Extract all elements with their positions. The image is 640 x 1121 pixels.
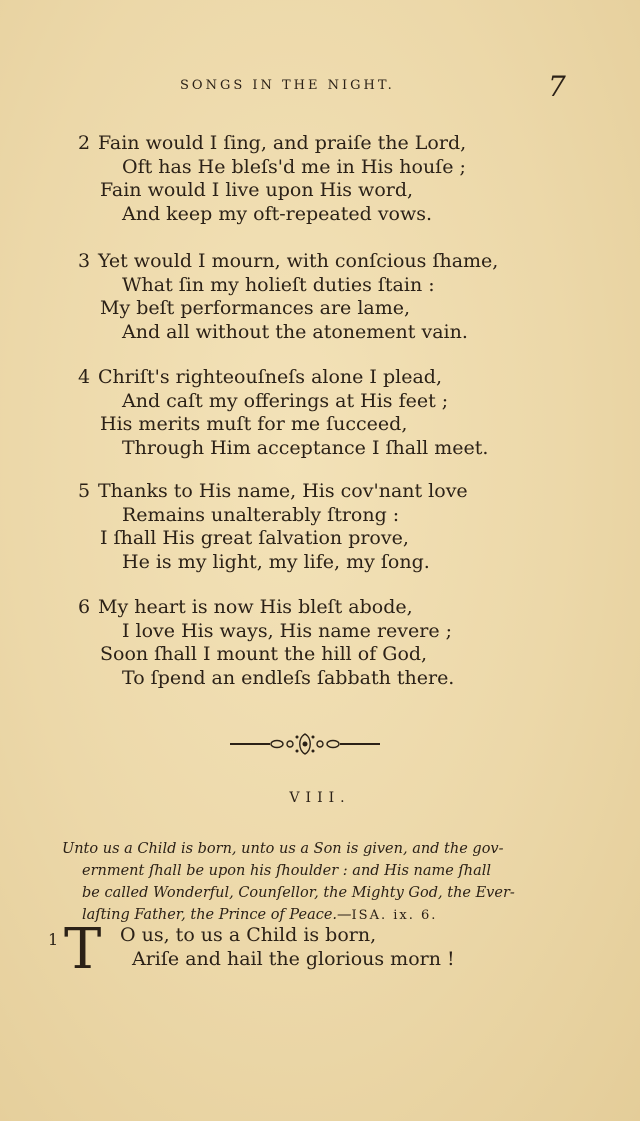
stanza xyxy=(78,132,598,226)
epigraph-line: Unto us a Child is born, unto us a Son is given, and the gov- xyxy=(62,841,504,857)
section-title: VIII. xyxy=(289,790,351,806)
stanza-line: I ſhall His great ſalvation prove, xyxy=(100,527,409,549)
stanza xyxy=(78,480,598,574)
stanza-line: To ſpend an endleſs ſabbath there. xyxy=(122,666,455,689)
stanza-line: My beſt performances are lame, xyxy=(100,297,411,319)
epigraph-line: ernment ſhall be upon his ſhoulder : and His name ſhall xyxy=(82,863,492,879)
verse-number: 1 xyxy=(48,930,59,949)
stanza-line: What ſin my holieſt duties ſtain : xyxy=(122,273,435,296)
stanza-line: Fain would I live upon His word, xyxy=(100,179,414,201)
scripture-reference: ISA. ix. 6. xyxy=(351,908,438,923)
stanza-number: 5 xyxy=(78,480,91,502)
drop-cap: T xyxy=(64,917,102,982)
epigraph-line: laſting Father, the Prince of Peace.—ISA. ix. 6. xyxy=(82,907,438,923)
stanza-line: And keep my oft-repeated vows. xyxy=(122,202,433,225)
stanza-line: Oft has He bleſs'd me in His houſe ; xyxy=(122,155,466,178)
stanza-line: 3 Yet would I mourn, with conſcious ſhame, xyxy=(78,250,499,272)
page-number: 7 xyxy=(548,70,566,103)
stanza-line: His merits muſt for me ſucceed, xyxy=(100,413,408,435)
hymn-line: O us, to us a Child is born, xyxy=(120,924,377,946)
stanza-line: Through Him acceptance I ſhall meet. xyxy=(122,436,489,459)
stanza xyxy=(78,250,598,344)
stanza-line: 4 Chriſt's righteouſneſs alone I plead, xyxy=(78,366,442,388)
epigraph xyxy=(62,838,562,927)
stanza-line: Remains unalterably ſtrong : xyxy=(122,503,400,526)
stanza xyxy=(78,366,598,460)
stanza-number: 3 xyxy=(78,250,91,272)
hymn-line: Ariſe and hail the glorious morn ! xyxy=(132,948,455,970)
stanza xyxy=(78,596,598,690)
ornament-divider-icon xyxy=(230,732,380,756)
stanza-number: 4 xyxy=(78,366,91,388)
stanza-line: 2 Fain would I ſing, and praiſe the Lord, xyxy=(78,132,467,154)
stanza-line: And all without the atonement vain. xyxy=(122,320,468,343)
stanza-line: I love His ways, His name revere ; xyxy=(122,619,453,642)
stanza-number: 2 xyxy=(78,132,91,154)
stanza-line: 5 Thanks to His name, His cov'nant love xyxy=(78,480,468,502)
stanza-line: He is my light, my life, my ſong. xyxy=(122,550,430,573)
epigraph-line: be called Wonderful, Counſellor, the Mighty God, the Ever- xyxy=(82,885,515,901)
stanza-number: 6 xyxy=(78,596,91,618)
stanza-line: And caſt my offerings at His feet ; xyxy=(122,389,449,412)
stanza-line: 6 My heart is now His bleſt abode, xyxy=(78,596,413,618)
running-title: SONGS IN THE NIGHT. xyxy=(180,78,395,93)
stanza-line: Soon ſhall I mount the hill of God, xyxy=(100,643,428,665)
